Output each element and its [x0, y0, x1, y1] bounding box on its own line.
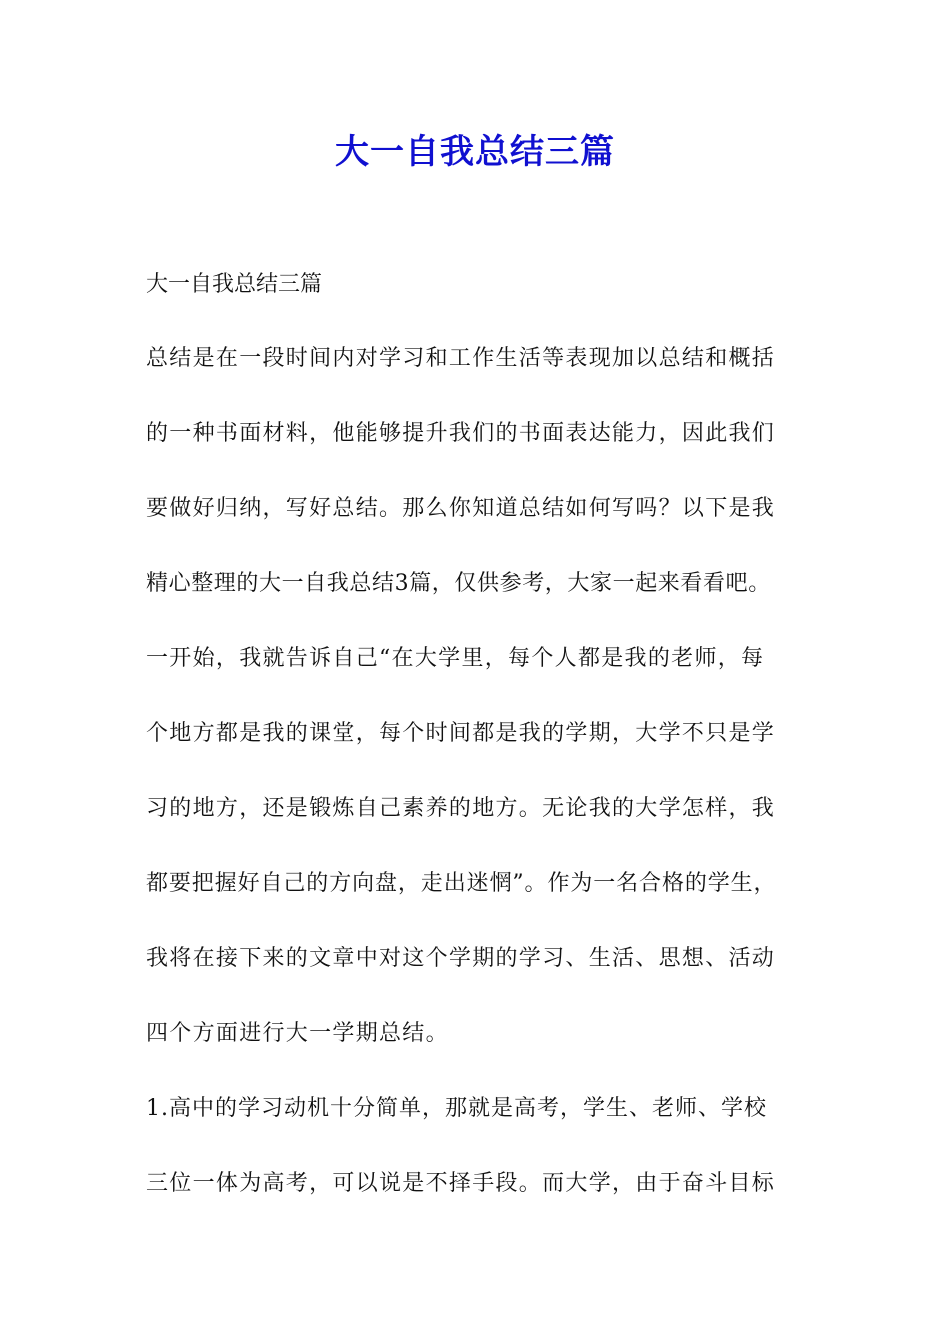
- paragraph-line: 精心整理的大一自我总结3篇，仅供参考，大家一起来看看吧。: [146, 571, 771, 596]
- paragraph-line: 总结是在一段时间内对学习和工作生活等表现加以总结和概括: [146, 346, 776, 371]
- paragraph-line: 都要把握好自己的方向盘，走出迷惘”。作为一名合格的学生，: [146, 871, 777, 896]
- document-subheading: 大一自我总结三篇: [146, 272, 323, 297]
- paragraph-line: 我将在接下来的文章中对这个学期的学习、生活、思想、活动: [146, 946, 776, 971]
- paragraph-line: 个地方都是我的课堂，每个时间都是我的学期，大学不只是学: [146, 721, 776, 746]
- paragraph-line: 四个方面进行大一学期总结。: [146, 1021, 449, 1046]
- paragraph-line: 1.高中的学习动机十分简单，那就是高考，学生、老师、学校: [146, 1096, 767, 1121]
- paragraph-line: 习的地方，还是锻炼自己素养的地方。无论我的大学怎样，我: [146, 796, 776, 821]
- paragraph-line: 三位一体为高考，可以说是不择手段。而大学，由于奋斗目标: [146, 1171, 776, 1196]
- paragraph-line: 的一种书面材料，他能够提升我们的书面表达能力，因此我们: [146, 421, 776, 446]
- document-title: 大一自我总结三篇: [335, 132, 615, 172]
- paragraph-line: 一开始，我就告诉自己“在大学里，每个人都是我的老师，每: [146, 646, 765, 671]
- paragraph-line: 要做好归纳，写好总结。那么你知道总结如何写吗？以下是我: [146, 496, 776, 521]
